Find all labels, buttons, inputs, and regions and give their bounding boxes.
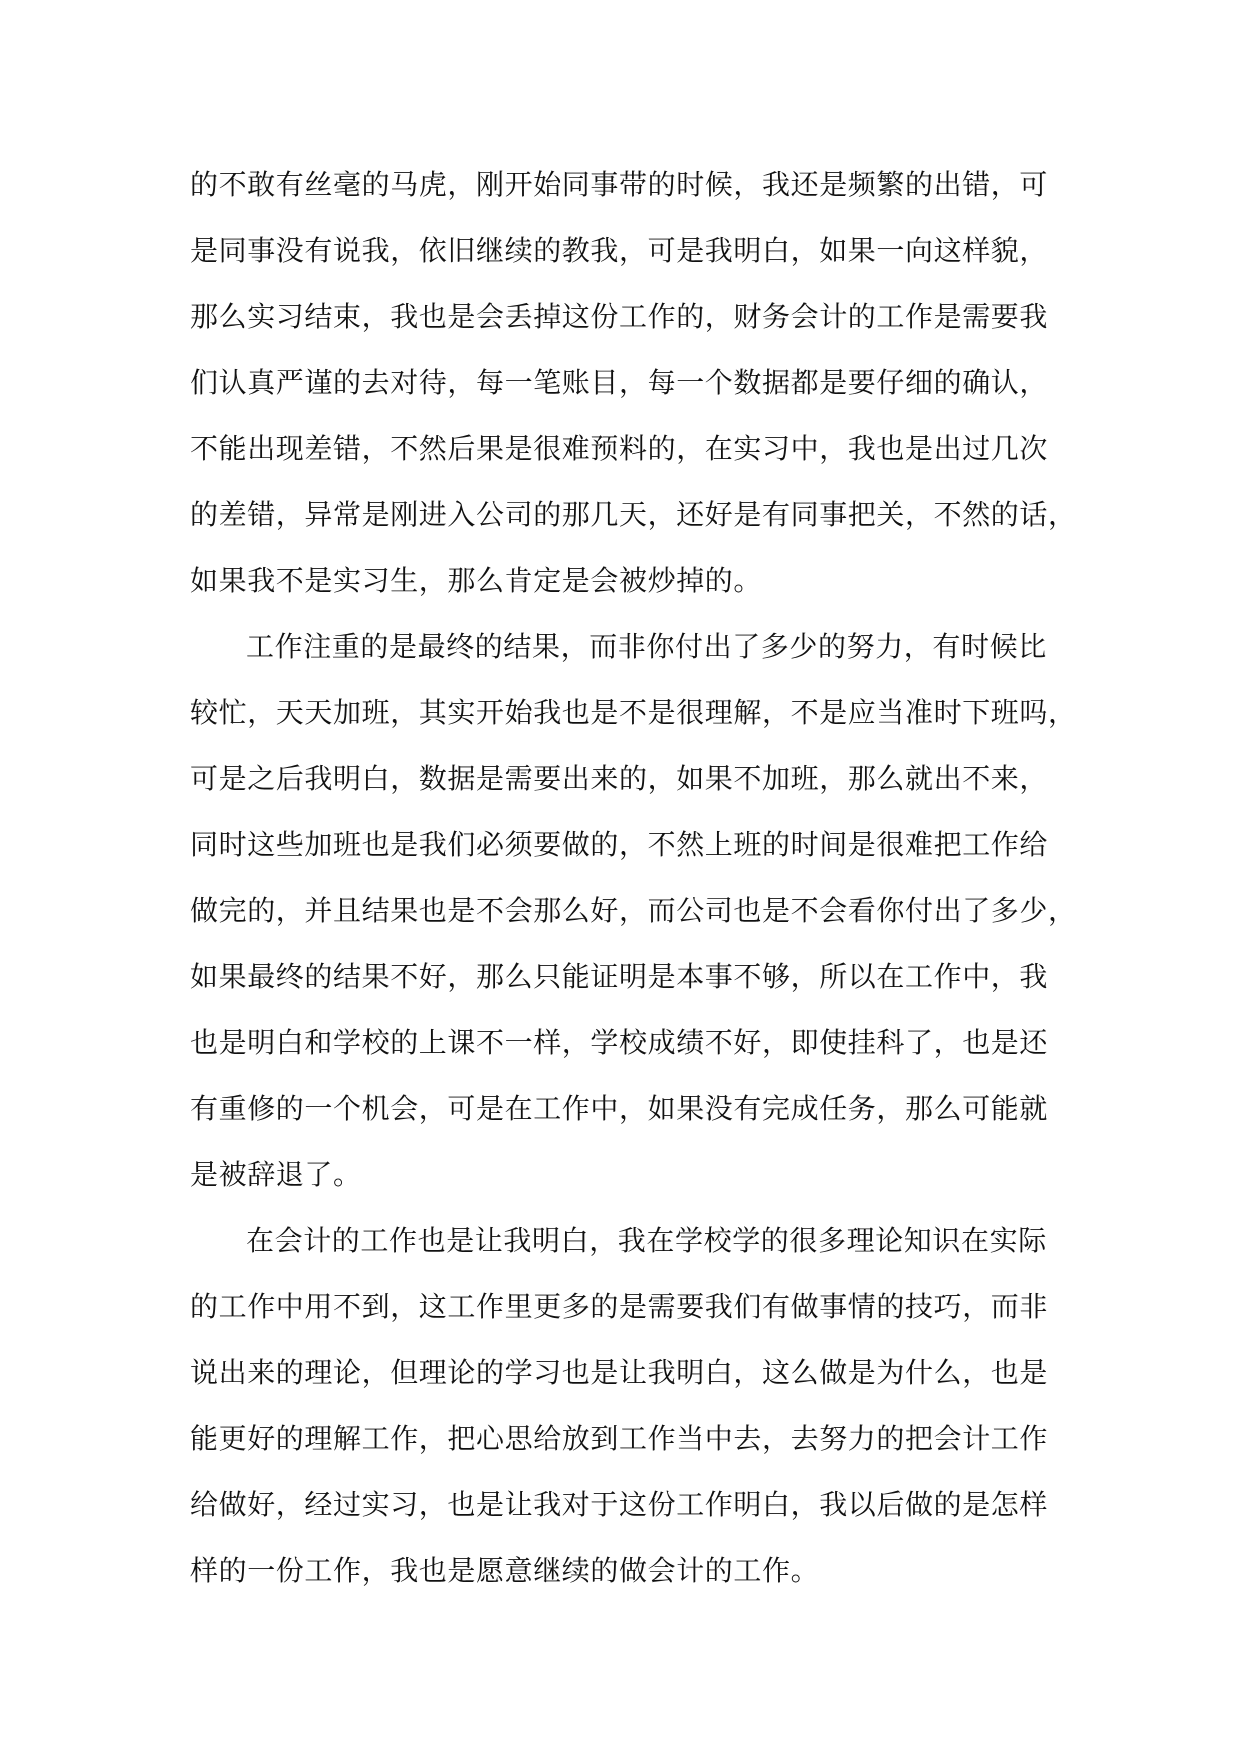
document-body <box>190 152 1077 1604</box>
text-line: 能更好的理解工作，把心思给放到工作当中去，去努力的把会计工作 <box>190 1422 1049 1455</box>
text-line: 是被辞退了。 <box>190 1158 362 1191</box>
paragraph-1 <box>190 152 1077 614</box>
text-line: 可是之后我明白，数据是需要出来的，如果不加班，那么就出不来， <box>190 762 1049 795</box>
text-line: 的不敢有丝毫的马虎，刚开始同事带的时候，我还是频繁的出错，可 <box>190 168 1049 201</box>
text-line: 给做好，经过实习，也是让我对于这份工作明白，我以后做的是怎样 <box>190 1488 1049 1521</box>
text-line: 较忙，天天加班，其实开始我也是不是很理解，不是应当准时下班吗， <box>190 696 1077 729</box>
paragraph-2 <box>190 614 1077 1208</box>
text-line: 也是明白和学校的上课不一样，学校成绩不好，即使挂科了，也是还 <box>190 1026 1049 1059</box>
paragraph-3 <box>190 1208 1070 1604</box>
text-line: 在会计的工作也是让我明白，我在学校学的很多理论知识在实际 <box>246 1224 1047 1257</box>
text-line: 工作注重的是最终的结果，而非你付出了多少的努力，有时候比 <box>246 630 1047 663</box>
text-line: 不能出现差错，不然后果是很难预料的，在实习中，我也是出过几次 <box>190 432 1049 465</box>
text-line: 如果我不是实习生，那么肯定是会被炒掉的。 <box>190 564 763 597</box>
text-line: 样的一份工作，我也是愿意继续的做会计的工作。 <box>190 1554 820 1587</box>
text-line: 的差错，异常是刚进入公司的那几天，还好是有同事把关，不然的话， <box>190 498 1077 531</box>
text-line: 是同事没有说我，依旧继续的教我，可是我明白，如果一向这样貌， <box>190 234 1049 267</box>
text-line: 那么实习结束，我也是会丢掉这份工作的，财务会计的工作是需要我 <box>190 300 1049 333</box>
text-line: 如果最终的结果不好，那么只能证明是本事不够，所以在工作中，我 <box>190 960 1049 993</box>
text-line: 有重修的一个机会，可是在工作中，如果没有完成任务，那么可能就 <box>190 1092 1049 1125</box>
text-line: 的工作中用不到，这工作里更多的是需要我们有做事情的技巧，而非 <box>190 1290 1049 1323</box>
text-line: 们认真严谨的去对待，每一笔账目，每一个数据都是要仔细的确认， <box>190 366 1049 399</box>
text-line: 说出来的理论，但理论的学习也是让我明白，这么做是为什么，也是 <box>190 1356 1049 1389</box>
text-line: 同时这些加班也是我们必须要做的，不然上班的时间是很难把工作给 <box>190 828 1049 861</box>
text-line: 做完的，并且结果也是不会那么好，而公司也是不会看你付出了多少， <box>190 894 1077 927</box>
